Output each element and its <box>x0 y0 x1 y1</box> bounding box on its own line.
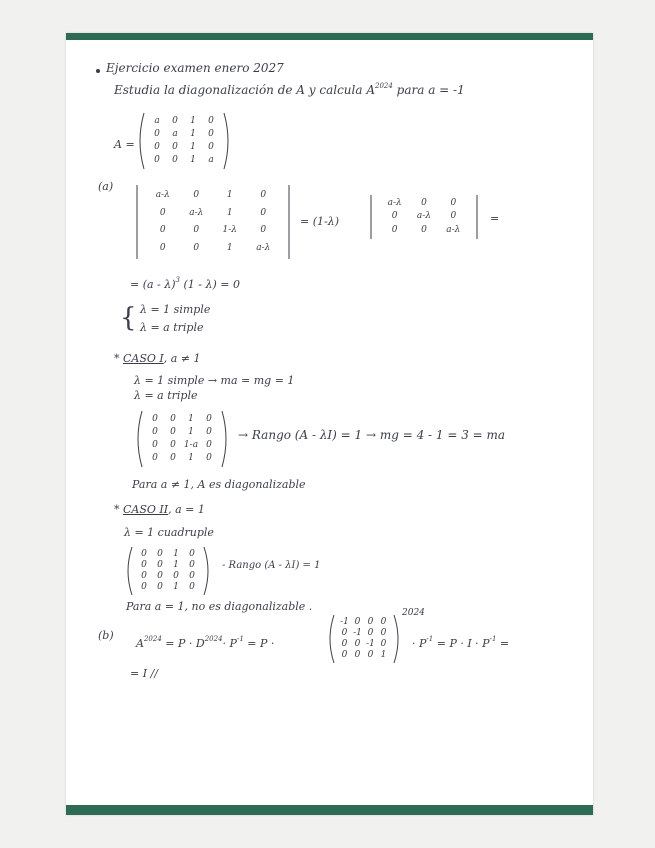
case-2-title: CASO II <box>123 503 169 516</box>
matrix-a-label: A = <box>114 138 135 151</box>
case-2-matrix-cell: 0 <box>157 582 163 592</box>
case-2-condition: , a = 1 <box>168 503 205 516</box>
char-poly-base: = (a - λ) <box>130 278 176 291</box>
part-b-matrix-cell: -1 <box>366 639 375 649</box>
case-2-line: λ = 1 cuadruple <box>124 526 214 539</box>
part-b-tail-inverse: -1 <box>426 635 434 643</box>
determinant-4x4-cell: a-λ <box>189 207 204 218</box>
part-b-d-exponent: 2024 <box>204 635 223 643</box>
determinant-4x4-cell: 0 <box>193 190 200 200</box>
matrix-a-cell: 0 <box>172 142 178 152</box>
case-1-matrix-cell: 0 <box>152 440 158 450</box>
case-2-matrix-cell: 0 <box>173 571 179 581</box>
case-1-rank: → Rango (A - λI) = 1 → mg = 4 - 1 = 3 = ma <box>238 428 506 442</box>
part-b-matrix-cell: 0 <box>341 628 348 638</box>
determinant-4x4-cell: 0 <box>159 207 166 218</box>
case-1-matrix-cell: 0 <box>152 427 158 437</box>
case-1-matrix-cell: 0 <box>206 453 212 463</box>
matrix-a-cell: 0 <box>154 142 160 152</box>
case-1-title: CASO I <box>123 352 164 365</box>
determinant-factor: = (1-λ) <box>300 215 339 228</box>
part-b-matrix-cell: -1 <box>353 628 362 638</box>
part-b-matrix <box>326 614 402 664</box>
case-2-matrix-cell: 0 <box>189 582 195 592</box>
case-1-matrix-cell: 0 <box>152 453 158 463</box>
part-b-matrix-cell: 0 <box>367 617 374 627</box>
statement-condition: para a = -1 <box>396 83 465 97</box>
determinant-4x4-cell: 0 <box>260 190 267 200</box>
exercise-title: Ejercicio examen enero 2027 <box>106 61 284 75</box>
case-2-rank: - Rango (A - λI) = 1 <box>222 560 321 571</box>
part-b-matrix-cell: 0 <box>354 639 361 649</box>
part-b-pip: = P · I · P <box>436 637 490 650</box>
part-b-matrix-cell: 1 <box>380 650 387 660</box>
exercise-statement <box>114 83 465 97</box>
part-b-matrix-cell: 0 <box>354 650 361 660</box>
case-1-condition: , a ≠ 1 <box>163 352 201 365</box>
determinant-4x4-cell: a-λ <box>155 190 170 200</box>
determinant-4x4-cell: 0 <box>159 225 166 235</box>
case-1-matrix-cell: 0 <box>170 440 176 450</box>
determinant-3x3-cell: 0 <box>450 211 457 222</box>
statement-exponent: 2024 <box>375 82 393 90</box>
case-2-matrix-cell: 1 <box>173 582 179 592</box>
case-1-matrix-cell: 0 <box>206 414 212 424</box>
part-b-tail-p: · P <box>412 637 427 650</box>
case-2-matrix-cell: 0 <box>141 582 147 592</box>
part-b-pip-inverse: -1 <box>489 635 497 643</box>
matrix-a-cell: a <box>154 116 160 126</box>
determinant-3x3-cell: 0 <box>421 198 427 208</box>
case-2-heading: * CASO II, a = 1 <box>114 503 205 516</box>
case-1-matrix-cell: 1-a <box>183 440 199 450</box>
part-b-lhs <box>136 637 274 650</box>
part-b-matrix-cell: 0 <box>380 617 387 627</box>
matrix-a-cell: a <box>172 129 178 139</box>
part-b-matrix-cell: -1 <box>340 617 349 627</box>
determinant-4x4-cell: 0 <box>193 242 200 253</box>
determinant-equals: = <box>490 212 500 225</box>
case-2-matrix-cell: 0 <box>189 549 195 559</box>
part-b-p: · P <box>222 637 237 650</box>
case-2-matrix-cell: 0 <box>157 571 163 581</box>
case-1-matrix-cell: 0 <box>206 440 212 450</box>
determinant-3x3-cell: a-λ <box>387 198 402 208</box>
matrix-a-cell: 0 <box>208 116 214 126</box>
case-2-matrix-cell: 0 <box>141 571 147 581</box>
part-b-equals: = <box>499 637 510 650</box>
part-b-matrix-cell: 0 <box>341 639 348 649</box>
part-b-pd: = P · D <box>165 637 205 650</box>
matrix-a-cell: 1 <box>190 155 196 165</box>
roots-brace: { <box>120 303 137 333</box>
determinant-3x3-cell: 0 <box>391 224 398 235</box>
determinant-3x3-cell: 0 <box>421 224 427 235</box>
part-b-lhs-exponent: 2024 <box>143 635 162 643</box>
case-1-matrix-cell: 0 <box>170 414 176 424</box>
case-1-matrix-cell: 1 <box>188 427 194 437</box>
matrix-a-cell: 1 <box>190 129 196 139</box>
part-a-label: (a) <box>98 180 114 193</box>
determinant-4x4-cell: 0 <box>260 207 267 218</box>
determinant-4x4-cell: 1-λ <box>222 225 237 235</box>
determinant-4x4-cell: 1 <box>226 190 233 200</box>
part-b-lhs-base: A <box>136 637 144 650</box>
scan-edge-bottom <box>66 805 593 815</box>
matrix-a-cell: a <box>208 155 214 165</box>
statement-text: Estudia la diagonalización de A y calcula A <box>114 83 376 97</box>
part-b-matrix-exponent: 2024 <box>402 608 425 618</box>
matrix-a-cell: 0 <box>208 142 214 152</box>
matrix-a-cell: 0 <box>208 129 214 139</box>
matrix-a-cell: 0 <box>154 155 160 165</box>
matrix-a <box>136 112 232 170</box>
char-poly-exponent: 3 <box>175 276 181 284</box>
part-b-matrix-cell: 0 <box>380 639 387 649</box>
case-1-heading: * CASO I, a ≠ 1 <box>114 352 201 365</box>
case-1-matrix <box>134 410 230 468</box>
case-2-matrix-cell: 0 <box>157 549 163 559</box>
case-2-matrix-cell: 1 <box>173 549 179 559</box>
part-b-matrix-cell: 0 <box>367 650 374 660</box>
case-1-matrix-cell: 0 <box>152 414 158 424</box>
matrix-a-cell: 0 <box>172 155 178 165</box>
case-1-line-1: λ = 1 simple → ma = mg = 1 <box>134 374 295 387</box>
scan-edge-top <box>66 33 593 40</box>
determinant-3x3 <box>368 194 480 240</box>
part-b-matrix-cell: 0 <box>354 617 361 627</box>
case-1-matrix-cell: 1 <box>188 453 194 463</box>
case-2-matrix <box>124 546 212 596</box>
determinant-3x3-cell: 0 <box>450 198 457 208</box>
case-1-conclusion: Para a ≠ 1, A es diagonalizable <box>132 478 306 491</box>
case-2-matrix-cell: 0 <box>189 560 195 570</box>
determinant-4x4-cell: 1 <box>226 242 233 253</box>
determinant-4x4-cell: a-λ <box>256 242 271 253</box>
determinant-3x3-cell: 0 <box>391 211 398 222</box>
case-1-line-2: λ = a triple <box>134 389 198 402</box>
matrix-a-cell: 1 <box>190 116 196 126</box>
case-1-matrix-cell: 0 <box>170 427 176 437</box>
char-poly-rest: (1 - λ) = 0 <box>183 278 240 291</box>
determinant-4x4-cell: 0 <box>193 225 200 235</box>
part-b-result: = I // <box>130 667 158 680</box>
determinant-4x4-cell: 0 <box>260 225 267 235</box>
part-b-matrix-cell: 0 <box>367 628 374 638</box>
part-b-inverse-exp: -1 <box>236 635 244 643</box>
determinant-3x3-cell: a-λ <box>416 211 432 222</box>
case-1-matrix-cell: 0 <box>206 427 212 437</box>
case-2-conclusion: Para a = 1, no es diagonalizable . <box>126 600 313 613</box>
matrix-a-cell: 0 <box>154 129 160 139</box>
case-2-matrix-cell: 1 <box>173 560 179 570</box>
root-1: λ = 1 simple <box>140 303 211 316</box>
matrix-a-cell: 1 <box>190 142 196 152</box>
part-b-tail <box>412 637 509 650</box>
root-2: λ = a triple <box>140 321 204 334</box>
matrix-a-cell: 0 <box>172 116 178 126</box>
case-2-matrix-cell: 0 <box>189 571 195 581</box>
part-b-label: (b) <box>98 629 114 642</box>
part-b-matrix-cell: 0 <box>341 650 348 660</box>
determinant-3x3-cell: a-λ <box>446 224 461 235</box>
determinant-4x4 <box>134 184 292 260</box>
case-2-matrix-cell: 0 <box>141 549 147 559</box>
part-b-p-dot: = P · <box>247 637 275 650</box>
case-2-matrix-cell: 0 <box>157 560 163 570</box>
determinant-4x4-cell: 0 <box>159 242 166 253</box>
characteristic-polynomial <box>130 278 240 291</box>
case-1-matrix-cell: 0 <box>170 453 176 463</box>
part-b-matrix-cell: 0 <box>380 628 387 638</box>
case-2-matrix-cell: 0 <box>141 560 147 570</box>
determinant-4x4-cell: 1 <box>226 207 233 218</box>
case-1-matrix-cell: 1 <box>188 414 194 424</box>
bullet-icon <box>96 69 100 73</box>
